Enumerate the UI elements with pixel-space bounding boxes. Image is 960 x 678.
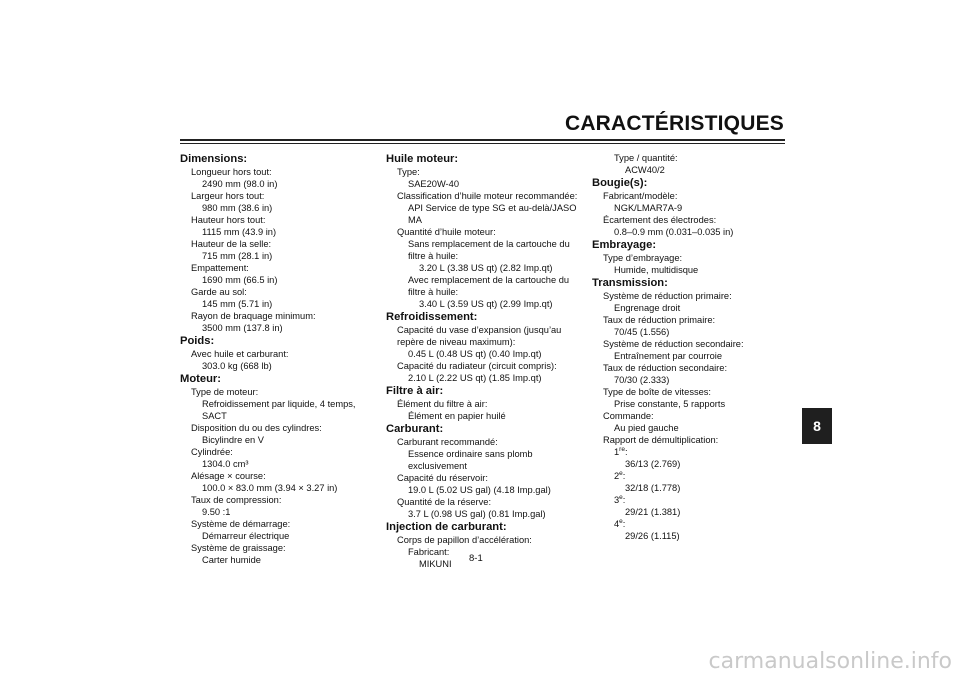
spec-label: Type d’embrayage: (603, 253, 683, 263)
spec-value: Refroidissement par liquide, 4 temps, (202, 399, 356, 409)
spec-label: Écartement des électrodes: (603, 215, 717, 225)
spec-value: 70/45 (1.556) (614, 327, 670, 337)
spec-value: Essence ordinaire sans plomb (408, 449, 533, 459)
spec-value: 19.0 L (5.02 US gal) (4.18 Imp.gal) (408, 485, 551, 495)
spec-label: Quantité d’huile moteur: (397, 227, 496, 237)
gear-value: 29/26 (1.115) (625, 531, 680, 541)
spec-label: Hauteur de la selle: (191, 239, 272, 249)
section-heading-embrayage: Embrayage: (592, 239, 657, 251)
spec-value: 3.7 L (0.98 US gal) (0.81 Imp.gal) (408, 509, 546, 519)
spec-value: 70/30 (2.333) (614, 375, 670, 385)
spec-value: 1304.0 cm³ (202, 459, 249, 469)
section-heading-refroidissement: Refroidissement: (386, 311, 478, 323)
spec-value: Élément en papier huilé (408, 411, 506, 421)
spec-label: Taux de compression: (191, 495, 282, 505)
spec-value: 145 mm (5.71 in) (202, 299, 273, 309)
watermark: carmanualsonline.info (708, 649, 952, 674)
spec-sublabel: Fabricant: (408, 547, 450, 557)
page-number: 8-1 (469, 553, 483, 564)
spec-value: Prise constante, 5 rapports (614, 399, 726, 409)
spec-value: 980 mm (38.6 in) (202, 203, 273, 213)
column-1 (180, 152, 370, 566)
spec-value: 9.50 :1 (202, 507, 231, 517)
spec-label: Garde au sol: (191, 287, 247, 297)
spec-sublabel: Avec remplacement de la cartouche du (408, 275, 570, 285)
section-heading-moteur: Moteur: (180, 373, 222, 385)
gear-value: 32/18 (1.778) (625, 483, 681, 493)
spec-label: Corps de papillon d’accélération: (397, 535, 532, 545)
spec-value: Entraînement par courroie (614, 351, 723, 361)
spec-value: ACW40/2 (625, 165, 665, 175)
gear-label: 2e: (614, 469, 626, 481)
spec-value: exclusivement (408, 461, 467, 471)
spec-value: 0.8–0.9 mm (0.031–0.035 in) (614, 227, 734, 237)
spec-sublabel: Sans remplacement de la cartouche du (408, 239, 570, 249)
spec-label: Classification d’huile moteur recommandée: (397, 191, 578, 201)
gear-label: 1re: (614, 445, 628, 457)
section-heading-bougie: Bougie(s): (592, 177, 648, 189)
spec-label: Disposition du ou des cylindres: (191, 423, 322, 433)
spec-label: Capacité du radiateur (circuit compris): (397, 361, 557, 371)
section-heading-injection: Injection de carburant: (386, 521, 507, 533)
header-rule-thick (180, 139, 785, 141)
section-heading-huile: Huile moteur: (386, 153, 459, 165)
spec-value: 1115 mm (43.9 in) (202, 227, 277, 237)
spec-value: 303.0 kg (668 lb) (202, 361, 272, 371)
spec-value: 3.40 L (3.59 US qt) (2.99 Imp.qt) (419, 299, 553, 309)
spec-label: Cylindrée: (191, 447, 233, 457)
spec-label: Alésage × course: (191, 471, 266, 481)
section-heading-poids: Poids: (180, 335, 215, 347)
spec-label: Commande: (603, 411, 654, 421)
spec-label: Type: (397, 167, 420, 177)
spec-value: SAE20W-40 (408, 179, 459, 189)
spec-value: 3500 mm (137.8 in) (202, 323, 283, 333)
gear-label: 3e: (614, 493, 626, 505)
spec-label: Carburant recommandé: (397, 437, 498, 447)
spec-value: Démarreur électrique (202, 531, 290, 541)
spec-label: Empattement: (191, 263, 249, 273)
section-heading-filtre: Filtre à air: (386, 385, 444, 397)
spec-sublabel: filtre à huile: (408, 251, 459, 261)
section-heading-carburant: Carburant: (386, 423, 444, 435)
column-2 (386, 152, 586, 570)
gear-value: 29/21 (1.381) (625, 507, 681, 517)
chapter-tab: 8 (802, 408, 832, 444)
spec-value: 0.45 L (0.48 US qt) (0.40 Imp.qt) (408, 349, 542, 359)
spec-label: Capacité du vase d’expansion (jusqu’au (397, 325, 562, 335)
spec-value: MIKUNI (419, 559, 452, 569)
spec-label: Élément du filtre à air: (397, 399, 488, 409)
page-title: CARACTÉRISTIQUES (564, 112, 784, 135)
spec-label: Capacité du réservoir: (397, 473, 488, 483)
spec-sublabel: filtre à huile: (408, 287, 459, 297)
spec-value: API Service de type SG et au-delà/JASO (408, 203, 577, 213)
spec-label: Système de réduction primaire: (603, 291, 732, 301)
spec-sublabel: Type / quantité: (614, 153, 678, 163)
spec-value: NGK/LMAR7A-9 (614, 203, 683, 213)
spec-value: 715 mm (28.1 in) (202, 251, 273, 261)
spec-value: Engrenage droit (614, 303, 681, 313)
spec-label: Rapport de démultiplication: (603, 435, 719, 445)
header-rule-thin (180, 143, 785, 144)
spec-value: Bicylindre en V (202, 435, 265, 445)
spec-value: SACT (202, 411, 227, 421)
spec-value: Au pied gauche (614, 423, 679, 433)
spec-value: Carter humide (202, 555, 261, 565)
spec-label: Système de réduction secondaire: (603, 339, 744, 349)
spec-label: Longueur hors tout: (191, 167, 272, 177)
spec-label: Fabricant/modèle: (603, 191, 678, 201)
spec-value: 2490 mm (98.0 in) (202, 179, 278, 189)
spec-label: Quantité de la réserve: (397, 497, 492, 507)
spec-value: Humide, multidisque (614, 265, 699, 275)
gear-label: 4e: (614, 517, 626, 529)
gear-value: 36/13 (2.769) (625, 459, 681, 469)
section-heading-transmission: Transmission: (592, 277, 668, 289)
spec-label: Largeur hors tout: (191, 191, 265, 201)
spec-label: Avec huile et carburant: (191, 349, 289, 359)
spec-label: Hauteur hors tout: (191, 215, 266, 225)
spec-value: 3.20 L (3.38 US qt) (2.82 Imp.qt) (419, 263, 553, 273)
spec-label: Système de démarrage: (191, 519, 291, 529)
spec-value: 1690 mm (66.5 in) (202, 275, 278, 285)
spec-label: Type de moteur: (191, 387, 259, 397)
spec-value: 100.0 × 83.0 mm (3.94 × 3.27 in) (202, 483, 338, 493)
spec-value: 2.10 L (2.22 US qt) (1.85 Imp.qt) (408, 373, 542, 383)
spec-label: Système de graissage: (191, 543, 286, 553)
spec-label: Rayon de braquage minimum: (191, 311, 316, 321)
spec-label: Taux de réduction primaire: (603, 315, 716, 325)
spec-value: MA (408, 215, 422, 225)
spec-label: repère de niveau maximum): (397, 337, 516, 347)
column-3 (592, 152, 782, 542)
spec-label: Taux de réduction secondaire: (603, 363, 728, 373)
spec-label: Type de boîte de vitesses: (603, 387, 712, 397)
section-heading-dimensions: Dimensions: (180, 153, 248, 165)
